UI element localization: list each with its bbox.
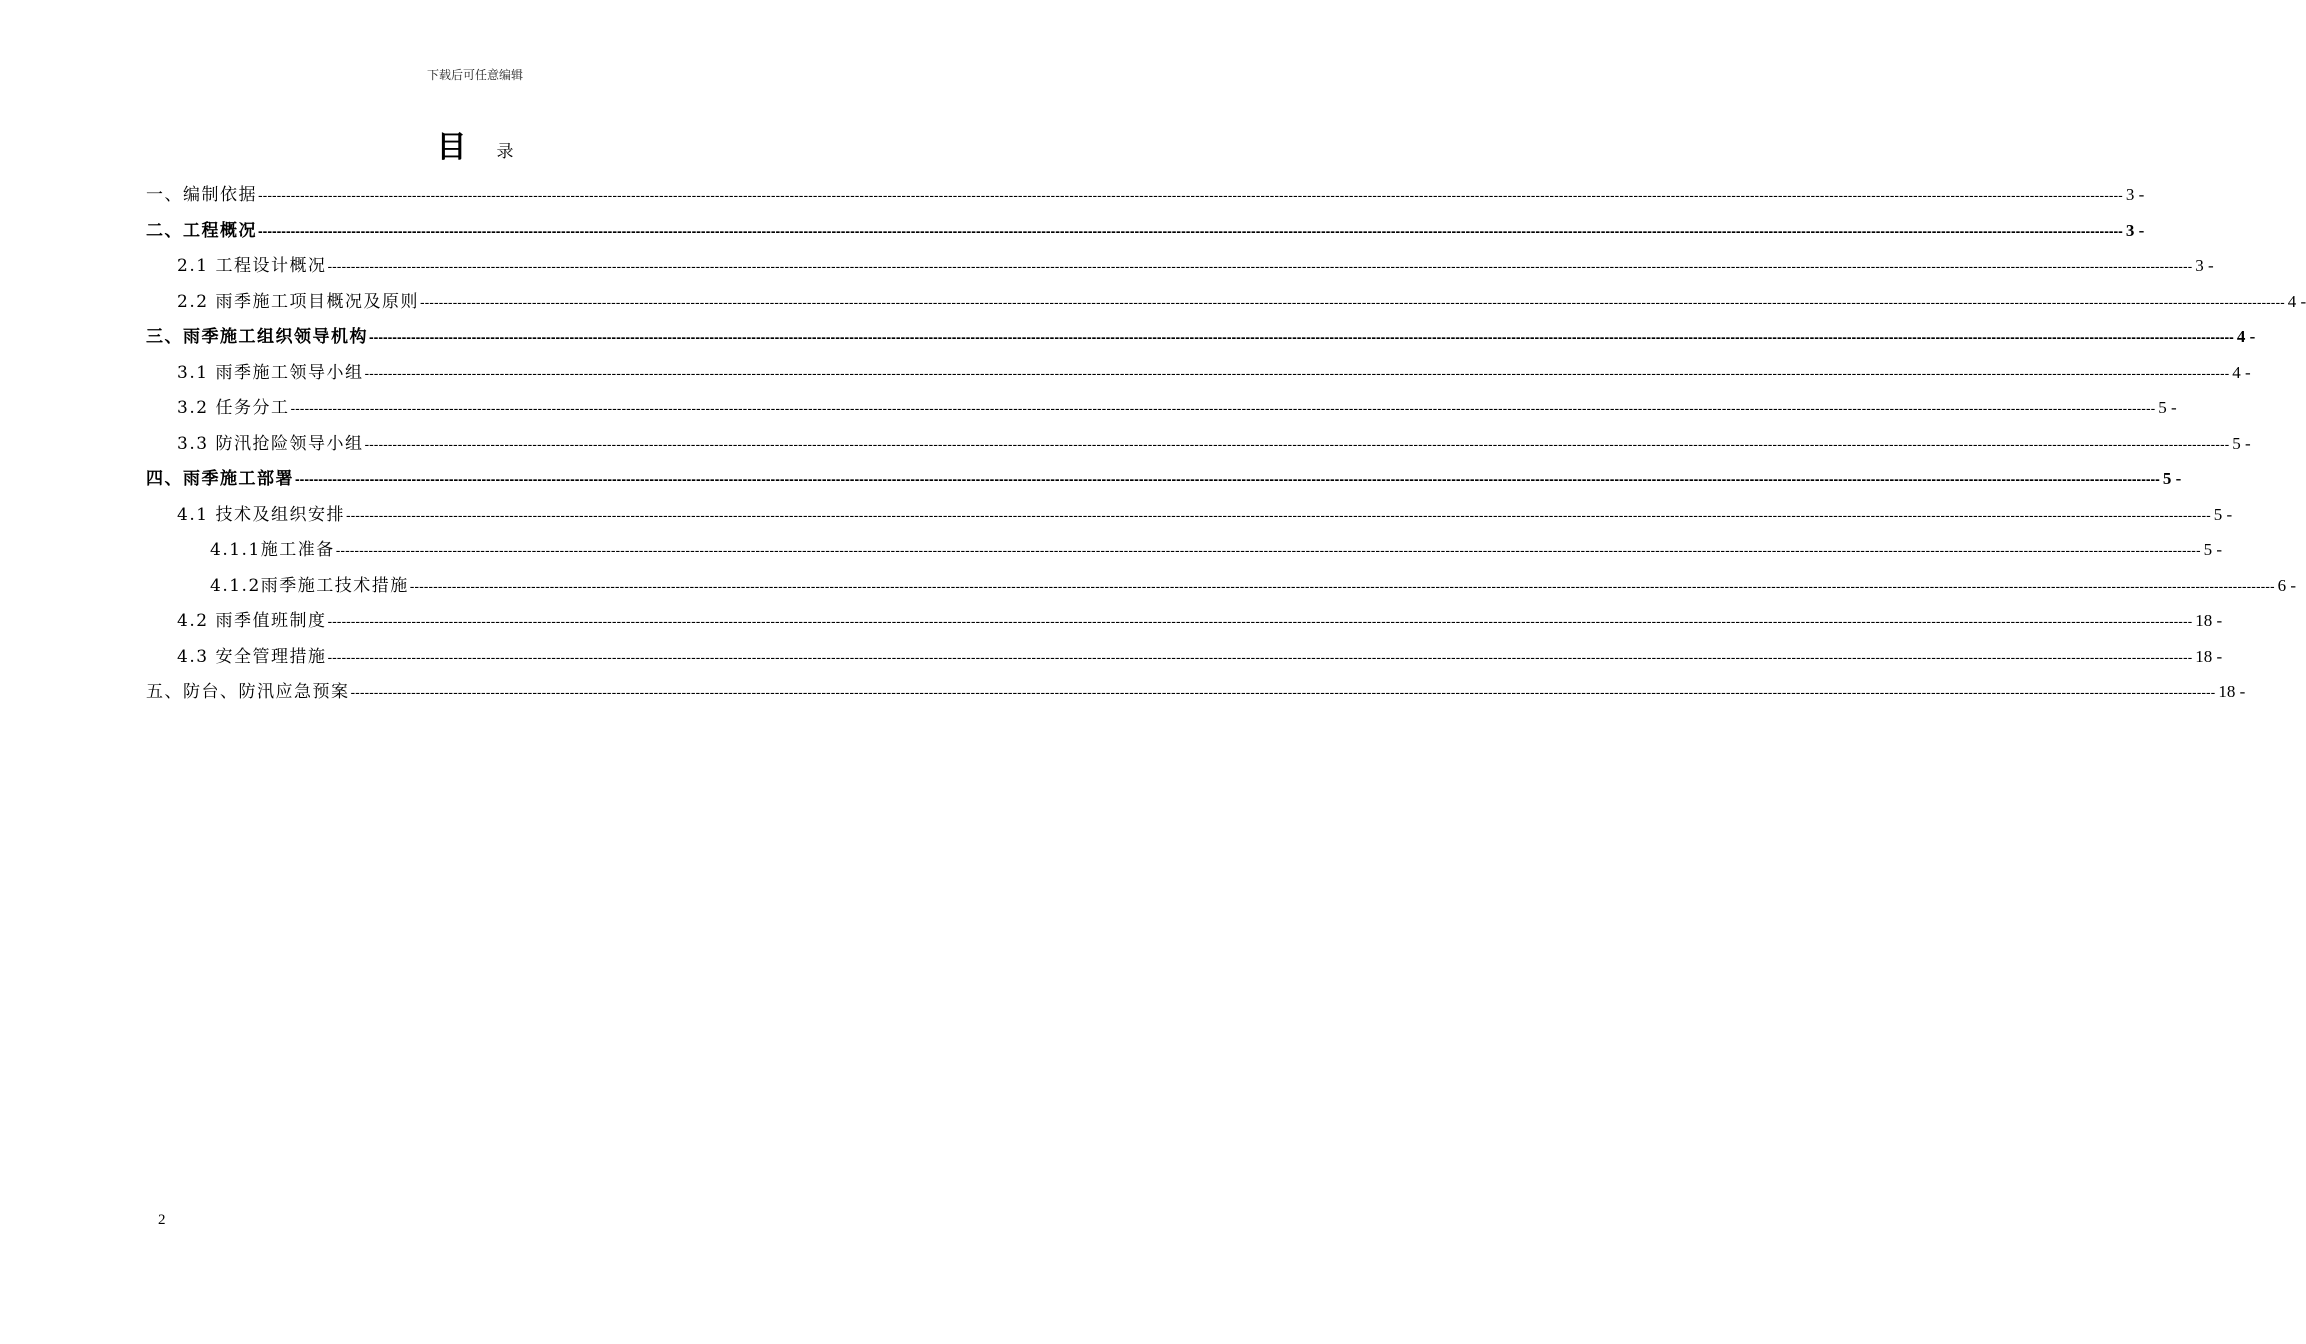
toc-dot-leader: ----------------------------------------------------------------------------------------------------------------------------------------------------------------------------------------------------------------------------------------------------------------------------------------------------------------------------------------------------------------------------------------------------------------: [369, 329, 2234, 345]
table-of-contents: [146, 180, 2306, 713]
toc-entry[interactable]: [146, 464, 2182, 500]
toc-dot-leader: ----------------------------------------------------------------------------------------------------------------------------------------------------------------------------------------------------------------------------------------------------------------------------------------------------------------------------------------------------------------------------------------------------------------: [327, 613, 2193, 629]
toc-entry-title: 三、雨季施工组织领导机构: [146, 327, 368, 347]
toc-entry-page: 18 -: [2218, 682, 2246, 701]
toc-entry-title: 2.2 雨季施工项目概况及原则: [177, 291, 419, 312]
toc-entry[interactable]: [146, 393, 2177, 429]
toc-entry-title: 4.2 雨季值班制度: [177, 611, 327, 631]
toc-entry-page: 3 -: [2195, 256, 2214, 275]
page-header: 下载后可任意编辑: [426, 68, 523, 82]
toc-entry-title: 4.1.1施工准备: [210, 540, 335, 560]
toc-entry-page: 5 -: [2203, 540, 2223, 559]
toc-entry[interactable]: [146, 642, 2223, 678]
page-number: 2: [158, 1212, 166, 1228]
toc-dot-leader: ----------------------------------------------------------------------------------------------------------------------------------------------------------------------------------------------------------------------------------------------------------------------------------------------------------------------------------------------------------------------------------------------------------------: [364, 435, 2230, 452]
toc-entry-title: 3.1 雨季施工领导小组: [177, 362, 364, 383]
toc-title: [0, 122, 950, 166]
toc-entry[interactable]: [146, 287, 2306, 323]
toc-entry-page: 6 -: [2277, 575, 2297, 595]
toc-dot-leader: ----------------------------------------------------------------------------------------------------------------------------------------------------------------------------------------------------------------------------------------------------------------------------------------------------------------------------------------------------------------------------------------------------------------: [258, 187, 2123, 203]
toc-entry[interactable]: [146, 216, 2145, 252]
toc-entry-page: 18 -: [2195, 611, 2223, 630]
toc-entry[interactable]: [146, 535, 2223, 571]
toc-dot-leader: ----------------------------------------------------------------------------------------------------------------------------------------------------------------------------------------------------------------------------------------------------------------------------------------------------------------------------------------------------------------------------------------------------------------: [350, 684, 2216, 700]
toc-entry-page: 4 -: [2232, 362, 2251, 382]
toc-dot-leader: ----------------------------------------------------------------------------------------------------------------------------------------------------------------------------------------------------------------------------------------------------------------------------------------------------------------------------------------------------------------------------------------------------------------: [258, 222, 2123, 239]
toc-dot-leader: ----------------------------------------------------------------------------------------------------------------------------------------------------------------------------------------------------------------------------------------------------------------------------------------------------------------------------------------------------------------------------------------------------------------: [327, 258, 2193, 274]
toc-entry-page: 5 -: [2232, 433, 2251, 453]
toc-entry-title: 4.1 技术及组织安排: [177, 504, 345, 525]
toc-entry-title: 五、防台、防汛应急预案: [146, 682, 350, 702]
toc-dot-leader: ----------------------------------------------------------------------------------------------------------------------------------------------------------------------------------------------------------------------------------------------------------------------------------------------------------------------------------------------------------------------------------------------------------------: [295, 471, 2160, 487]
toc-entry[interactable]: [146, 571, 2297, 607]
toc-entry[interactable]: [146, 500, 2233, 536]
toc-entry-page: 5 -: [2158, 398, 2177, 417]
toc-entry-title: 四、雨季施工部署: [146, 469, 294, 489]
toc-entry-title: 2.1 工程设计概况: [177, 256, 327, 276]
toc-dot-leader: ----------------------------------------------------------------------------------------------------------------------------------------------------------------------------------------------------------------------------------------------------------------------------------------------------------------------------------------------------------------------------------------------------------------: [345, 506, 2211, 523]
toc-entry[interactable]: [146, 180, 2145, 216]
toc-dot-leader: ----------------------------------------------------------------------------------------------------------------------------------------------------------------------------------------------------------------------------------------------------------------------------------------------------------------------------------------------------------------------------------------------------------------: [335, 542, 2201, 558]
toc-entry-title: 二、工程概况: [146, 220, 257, 241]
toc-entry-title: 一、编制依据: [146, 185, 257, 205]
toc-dot-leader: ----------------------------------------------------------------------------------------------------------------------------------------------------------------------------------------------------------------------------------------------------------------------------------------------------------------------------------------------------------------------------------------------------------------: [327, 648, 2193, 665]
toc-dot-leader: ----------------------------------------------------------------------------------------------------------------------------------------------------------------------------------------------------------------------------------------------------------------------------------------------------------------------------------------------------------------------------------------------------------------: [419, 293, 2285, 310]
toc-entry-title: 4.1.2雨季施工技术措施: [210, 575, 409, 596]
toc-entry-page: 3 -: [2125, 185, 2145, 204]
toc-entry-page: 4 -: [2236, 327, 2256, 346]
toc-entry-title: 3.2 任务分工: [177, 398, 290, 418]
toc-entry-page: 3 -: [2125, 220, 2145, 240]
toc-entry-title: 4.3 安全管理措施: [177, 646, 327, 667]
toc-entry[interactable]: [146, 251, 2214, 287]
toc-entry[interactable]: [146, 606, 2223, 642]
toc-entry[interactable]: [146, 677, 2246, 713]
toc-entry-page: 18 -: [2195, 646, 2223, 666]
toc-entry-page: 4 -: [2287, 291, 2306, 311]
toc-entry[interactable]: [146, 429, 2251, 465]
toc-dot-leader: ----------------------------------------------------------------------------------------------------------------------------------------------------------------------------------------------------------------------------------------------------------------------------------------------------------------------------------------------------------------------------------------------------------------: [409, 577, 2275, 594]
toc-entry-page: 5 -: [2162, 469, 2182, 488]
toc-entry-page: 5 -: [2213, 504, 2233, 524]
toc-entry-title: 3.3 防汛抢险领导小组: [177, 433, 364, 454]
toc-entry[interactable]: [146, 358, 2251, 394]
toc-dot-leader: ----------------------------------------------------------------------------------------------------------------------------------------------------------------------------------------------------------------------------------------------------------------------------------------------------------------------------------------------------------------------------------------------------------------: [364, 364, 2230, 381]
toc-dot-leader: ----------------------------------------------------------------------------------------------------------------------------------------------------------------------------------------------------------------------------------------------------------------------------------------------------------------------------------------------------------------------------------------------------------------: [290, 400, 2156, 416]
toc-entry[interactable]: [146, 322, 2256, 358]
toc-title-sub: 录: [496, 142, 514, 162]
toc-title-main: 目: [436, 130, 467, 165]
